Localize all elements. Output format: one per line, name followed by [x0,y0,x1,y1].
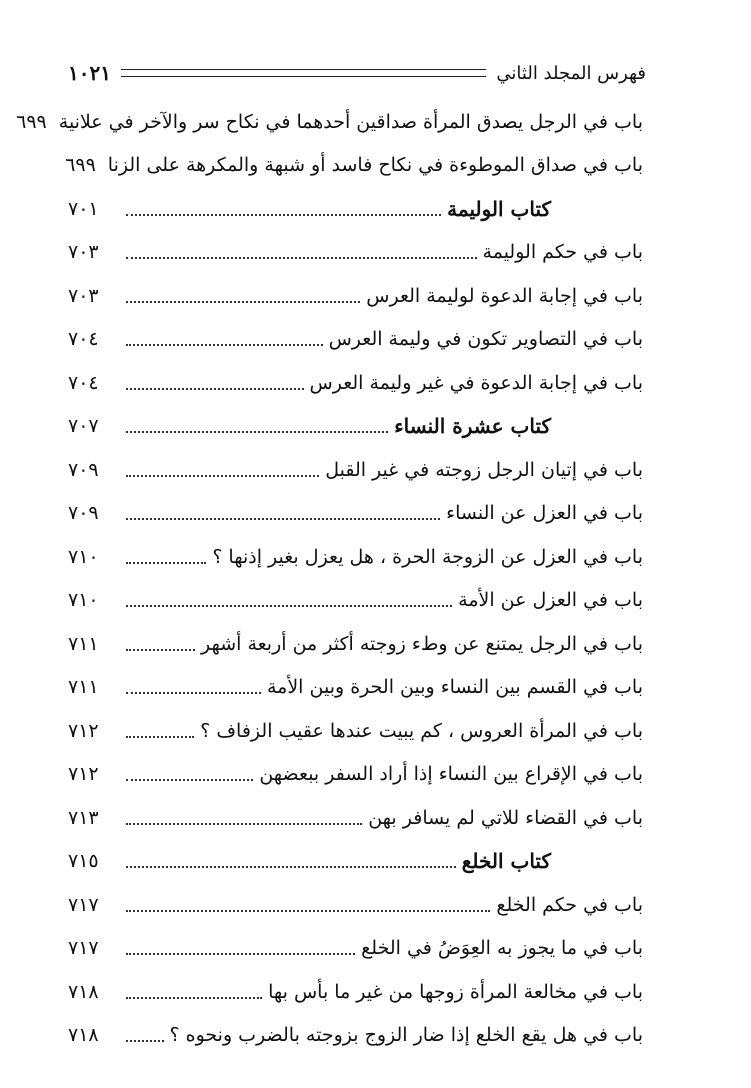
toc-entry-page: ٧١٨ [68,980,99,1003]
toc-entry-page: ٧٠٣ [68,284,99,307]
toc-entry [68,883,643,927]
toc-entry [68,579,643,623]
toc-entry-title: باب في العزل عن الزوجة الحرة ، هل يعزل بغير إذنها ؟ [212,545,643,568]
toc-entry-page: ٧١٣ [68,806,99,829]
dot-leader [126,388,304,390]
toc-entry-title: كتاب الوليمة [447,196,551,221]
dot-leader [126,518,440,520]
dot-leader [126,649,195,651]
running-title: فهرس المجلد الثاني [496,62,646,84]
toc-entry [16,100,643,144]
toc-entry [68,318,643,362]
toc-entry-title: كتاب الخلع [461,849,551,874]
toc-entry-title: باب في إجابة الدعوة لوليمة العرس [366,284,643,307]
toc-entry [65,144,643,188]
toc-entry-page: ٧١٢ [68,763,99,786]
toc-entry [68,535,643,579]
dot-leader [126,301,360,303]
toc-section-heading [68,840,643,884]
toc-entry-page: ٧٠٩ [68,502,99,525]
dot-leader [126,1040,164,1042]
dot-leader [126,344,323,346]
dot-leader [126,431,388,433]
dot-leader [126,736,194,738]
toc-entry-title: باب في الرجل يمتنع عن وطء زوجته أكثر من أربعة أشهر [200,632,643,655]
toc-entry-page: ٧٠١ [68,197,99,220]
toc-entry-title: باب في المرأة العروس ، كم يبيت عندها عقيب الزفاف ؟ [200,719,643,742]
page-header [68,58,646,88]
toc-entry-title: باب في العزل عن الأمة [458,589,643,612]
toc-entry-title: كتاب عشرة النساء [394,414,551,439]
toc-entry-title: باب في إجابة الدعوة في غير وليمة العرس [309,371,643,394]
toc-entry [68,1014,643,1058]
dot-leader [126,692,261,694]
toc-entry-page: ٦٩٩ [65,154,96,177]
dot-leader [126,562,206,564]
toc-entry-title: باب في العزل عن النساء [446,502,643,525]
toc-entry-page: ٧٠٧ [68,415,99,438]
toc-entry-page: ٧١٧ [68,893,99,916]
toc-entry [68,274,643,318]
toc-entry-page: ٦٩٩ [16,110,47,133]
dot-leader [126,953,355,955]
dot-leader [126,475,319,477]
dot-leader [126,257,477,259]
toc-entry-title: باب في حكم الخلع [496,893,643,916]
toc-entry-page: ٧٠٣ [68,241,99,264]
toc-entry-title: باب في التصاوير تكون في وليمة العرس [328,328,643,351]
toc-entry [68,970,643,1014]
page-number: ١٠٢١ [68,61,111,85]
toc-entry-page: ٧١٥ [68,850,99,873]
toc-entry-page: ٧١٧ [68,937,99,960]
dot-leader [126,823,362,825]
table-of-contents [16,100,643,1057]
toc-entry-page: ٧١٨ [68,1024,99,1047]
toc-entry-page: ٧١٠ [68,589,99,612]
toc-entry [68,361,643,405]
toc-entry [68,709,643,753]
toc-entry [68,448,643,492]
dot-leader [126,779,253,781]
toc-entry-title: باب في مخالعة المرأة زوجها من غير ما بأس بها [268,980,643,1003]
toc-entry-page: ٧٠٩ [68,458,99,481]
dot-leader [126,866,456,868]
toc-entry [68,231,643,275]
toc-section-heading [68,187,643,231]
toc-entry-page: ٧٠٤ [68,328,99,351]
toc-entry-title: باب في القسم بين النساء وبين الحرة وبين الأمة [266,676,643,699]
toc-entry-title: باب في القضاء للاتي لم يسافر بهن [368,806,643,829]
header-double-rule [121,69,486,77]
toc-entry [68,622,643,666]
toc-section-heading [68,405,643,449]
toc-entry [68,753,643,797]
toc-entry [68,927,643,971]
dot-leader [126,997,262,999]
toc-entry-title: باب في ما يجوز به العِوَضُ في الخلع [361,937,643,960]
toc-entry-title: باب في إتيان الرجل زوجته في غير القبل [325,458,643,481]
toc-entry [68,666,643,710]
toc-entry [68,492,643,536]
toc-entry-title: باب في الرجل يصدق المرأة صداقين أحدهما في نكاح سر والآخر في علانية [58,110,643,133]
toc-entry-title: باب في صداق الموطوءة في نكاح فاسد أو شبهة والمكرهة على الزنا [107,154,643,177]
toc-entry-page: ٧١١ [68,676,99,699]
toc-entry-page: ٧١١ [68,632,99,655]
dot-leader [126,910,490,912]
dot-leader [126,214,441,216]
dot-leader [126,605,452,607]
toc-entry-title: باب في الإقراع بين النساء إذا أراد السفر ببعضهن [259,763,643,786]
toc-entry [68,796,643,840]
toc-entry-title: باب في حكم الوليمة [482,241,643,264]
toc-entry-title: باب في هل يقع الخلع إذا ضار الزوج بزوجته بالضرب ونحوه ؟ [169,1024,643,1047]
toc-entry-page: ٧١٢ [68,719,99,742]
toc-entry-page: ٧١٠ [68,545,99,568]
toc-entry-page: ٧٠٤ [68,371,99,394]
